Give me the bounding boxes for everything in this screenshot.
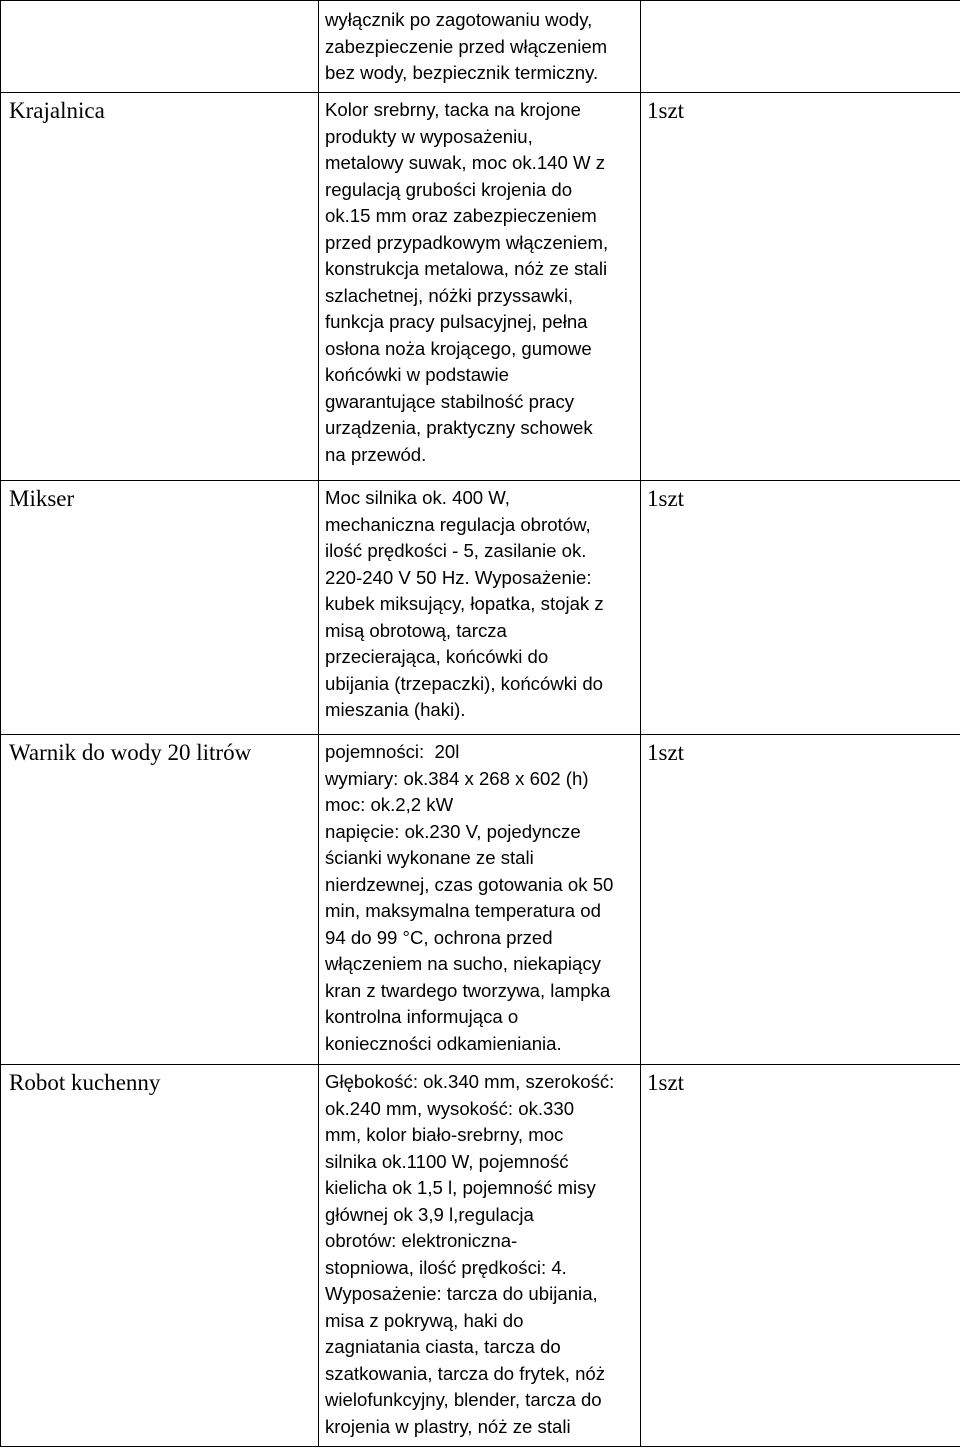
- description-line: wielofunkcyjny, blender, tarcza do: [325, 1389, 602, 1410]
- table-row: [1, 1065, 960, 1447]
- description-line: głównej ok 3,9 l,regulacja: [325, 1203, 534, 1225]
- description-line: urządzenia, praktyczny schowek: [325, 417, 593, 438]
- description-line: silnika ok.1100 W, pojemność: [325, 1150, 569, 1172]
- description-line: ubijania (trzepaczki), końcówki do: [325, 672, 603, 694]
- description-line: ok.240 mm, wysokość: ok.330: [325, 1097, 575, 1119]
- item-name-cell: [1, 1065, 319, 1447]
- item-quantity: 1szt: [647, 1070, 685, 1095]
- description-line: mechaniczna regulacja obrotów,: [325, 513, 591, 535]
- table-row: [1, 93, 960, 481]
- description-line: stopniowa, ilość prędkości: 4.: [325, 1256, 567, 1278]
- description-line: nierdzewnej, czas gotowania ok 50: [325, 873, 614, 895]
- description-line: kontrolna informująca o: [325, 1006, 519, 1027]
- description-line: ok.15 mm oraz zabezpieczeniem: [325, 205, 597, 226]
- item-name-cell: [1, 93, 319, 481]
- description-line: osłona noża krojącego, gumowe: [325, 337, 592, 359]
- description-line: ścianki wykonane ze stali: [325, 847, 534, 868]
- item-quantity-cell: [641, 1065, 960, 1447]
- item-quantity-cell: [641, 735, 960, 1065]
- description-line: wymiary: ok.384 x 268 x 602 (h): [325, 767, 589, 789]
- description-line: min, maksymalna temperatura od: [325, 900, 601, 921]
- description-line: włączeniem na sucho, niekapiący: [325, 953, 601, 974]
- description-line: 94 do 99 °C, ochrona przed: [325, 926, 553, 948]
- item-name-cell: [1, 481, 319, 735]
- description-line: przed przypadkowym włączeniem,: [325, 231, 609, 253]
- description-line: misą obrotową, tarcza: [325, 619, 507, 641]
- item-name-cell: [1, 1, 319, 93]
- table-row: [1, 1, 960, 93]
- description-line: na przewód.: [325, 443, 427, 465]
- description-line: mieszania (haki).: [325, 699, 466, 720]
- description-line: 220-240 V 50 Hz. Wyposażenie:: [325, 566, 592, 588]
- description-line: napięcie: ok.230 V, pojedyncze: [325, 820, 581, 842]
- description-line: Moc silnika ok. 400 W,: [325, 487, 510, 508]
- description-line: szlachetnej, nóżki przyssawki,: [325, 284, 574, 306]
- description-line: regulacją grubości krojenia do: [325, 178, 573, 200]
- item-description: [319, 1065, 640, 1444]
- item-description-cell: [319, 735, 641, 1065]
- item-name: Warnik do wody 20 litrów: [9, 740, 252, 765]
- item-description: [319, 93, 640, 472]
- table-row: [1, 735, 960, 1065]
- description-line: Głębokość: ok.340 mm, szerokość:: [325, 1071, 615, 1092]
- description-line: kubek miksujący, łopatka, stojak z: [325, 593, 604, 614]
- description-line: ilość prędkości - 5, zasilanie ok.: [325, 540, 587, 561]
- description-line: bez wody, bezpiecznik termiczny.: [325, 62, 599, 83]
- description-line: mm, kolor biało-srebrny, moc: [325, 1124, 564, 1145]
- item-quantity: [641, 1, 960, 5]
- description-line: zagniatania ciasta, tarcza do: [325, 1336, 561, 1357]
- item-description-cell: [319, 1065, 641, 1447]
- item-description: [319, 1, 640, 91]
- item-quantity: 1szt: [647, 486, 685, 511]
- description-line: funkcja pracy pulsacyjnej, pełna: [325, 311, 588, 332]
- item-description-cell: [319, 1, 641, 93]
- description-line: konieczności odkamieniania.: [325, 1032, 562, 1054]
- item-description-cell: [319, 93, 641, 481]
- description-line: gwarantujące stabilność pracy: [325, 390, 575, 412]
- item-name: Mikser: [9, 486, 75, 511]
- description-line: zabezpieczenie przed włączeniem: [325, 35, 608, 57]
- item-name: Robot kuchenny: [9, 1070, 161, 1095]
- item-quantity-cell: [641, 1, 960, 93]
- description-line: obrotów: elektroniczna-: [325, 1230, 518, 1251]
- description-line: końcówki w podstawie: [325, 364, 509, 385]
- table-row: [1, 481, 960, 735]
- description-line: kran z twardego tworzywa, lampka: [325, 979, 611, 1001]
- description-line: przecierająca, końcówki do: [325, 646, 549, 667]
- description-line: wyłącznik po zagotowaniu wody,: [325, 9, 593, 30]
- item-quantity: 1szt: [647, 740, 685, 765]
- description-line: misa z pokrywą, haki do: [325, 1309, 524, 1331]
- description-line: kielicha ok 1,5 l, pojemność misy: [325, 1177, 596, 1198]
- description-line: Kolor srebrny, tacka na krojone: [325, 99, 581, 120]
- description-line: konstrukcja metalowa, nóż ze stali: [325, 258, 608, 279]
- item-name-cell: [1, 735, 319, 1065]
- description-line: metalowy suwak, moc ok.140 W z: [325, 152, 606, 173]
- description-line: Wyposażenie: tarcza do ubijania,: [325, 1283, 598, 1304]
- item-name: Krajalnica: [9, 98, 105, 123]
- item-description: [319, 481, 640, 728]
- item-description: [319, 735, 640, 1061]
- item-name: [1, 1, 318, 5]
- description-line: pojemności: 20l: [325, 741, 460, 762]
- item-quantity-cell: [641, 481, 960, 735]
- description-line: szatkowania, tarcza do frytek, nóż: [325, 1362, 606, 1384]
- description-line: moc: ok.2,2 kW: [325, 794, 454, 815]
- description-line: produkty w wyposażeniu,: [325, 125, 533, 147]
- description-line: krojenia w plastry, nóż ze stali: [325, 1415, 571, 1437]
- item-quantity: 1szt: [647, 98, 685, 123]
- item-quantity-cell: [641, 93, 960, 481]
- item-description-cell: [319, 481, 641, 735]
